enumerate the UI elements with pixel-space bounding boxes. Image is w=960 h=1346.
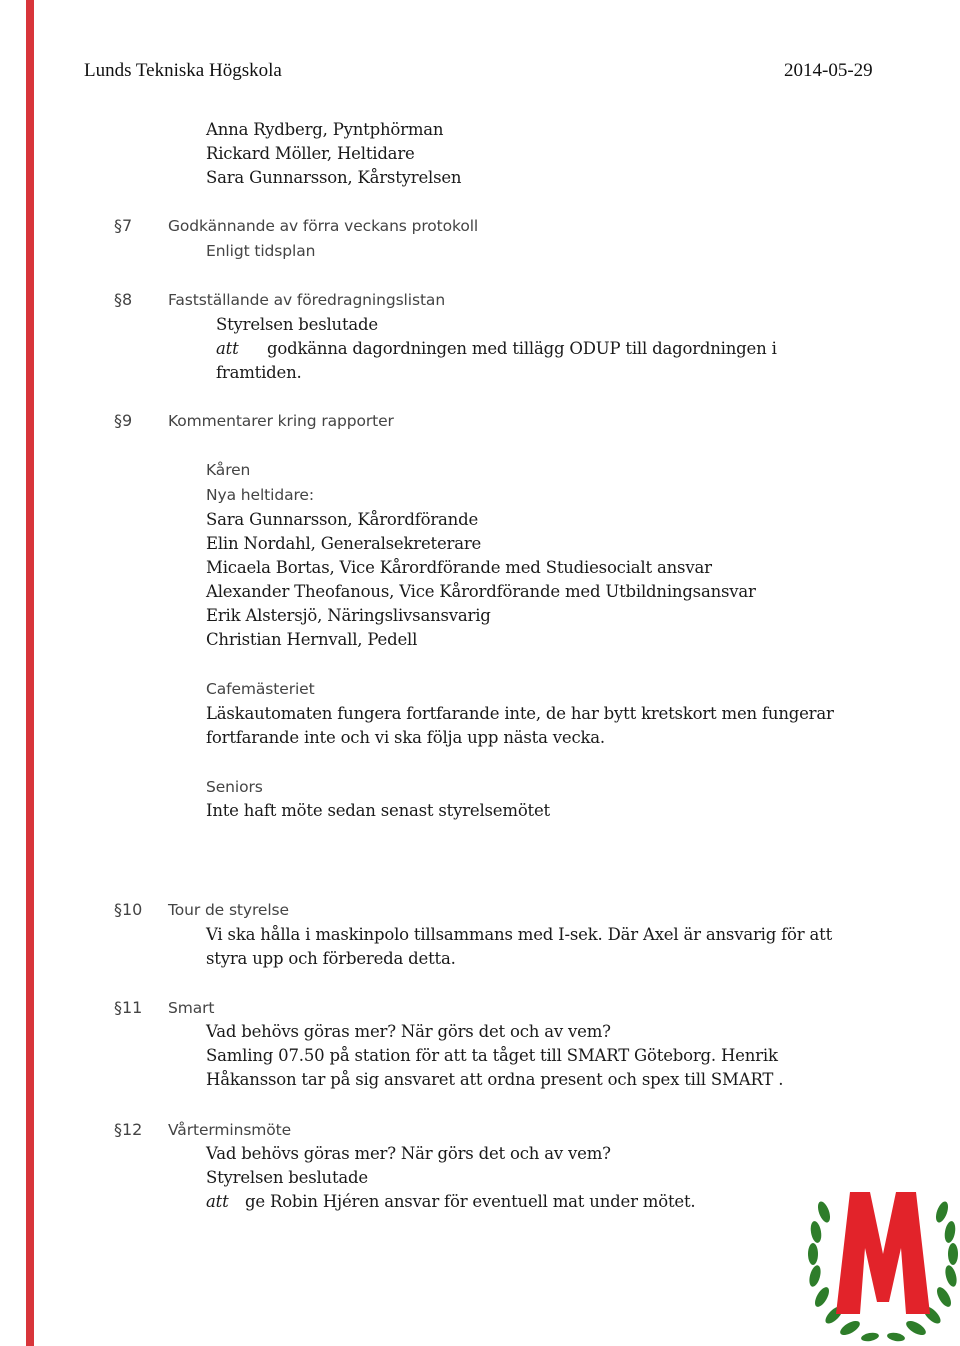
report-line: Läskautomaten fungera fortfarande inte, de har bytt kretskort men fungerar [206,704,834,723]
section-title: Tour de styrelse [168,901,289,919]
header-org: Lunds Tekniska Högskola [84,60,282,81]
attendee-line: Sara Gunnarsson, Kårstyrelsen [206,168,462,187]
m-wreath-logo-icon [806,1182,960,1346]
attendee-line: Anna Rydberg, Pyntphörman [206,120,444,139]
section-number: §7 [114,216,133,235]
decision-intro: Styrelsen beslutade [206,1168,368,1187]
report-line: Alexander Theofanous, Vice Kårordförande med Utbildningsansvar [206,582,756,601]
section-line: Vad behövs göras mer? När görs det och av vem? [206,1022,611,1041]
section-line: Vad behövs göras mer? När görs det och av vem? [206,1144,611,1163]
section-title: Godkännande av förra veckans protokoll [168,217,479,235]
report-heading: Cafemästeriet [206,680,315,698]
header-date: 2014-05-29 [784,60,873,81]
section-line: Håkansson tar på sig ansvaret att ordna present och spex till SMART . [206,1070,784,1089]
report-line: fortfarande inte och vi ska följa upp nästa vecka. [206,728,605,747]
report-line: Elin Nordahl, Generalsekreterare [206,534,482,553]
section-line: Samling 07.50 på station för att ta tåget till SMART Göteborg. Henrik [206,1046,778,1065]
decision-text: godkänna dagordningen med tillägg ODUP till dagordningen i [267,339,777,358]
section-title: Vårterminsmöte [168,1121,292,1139]
section-number: §12 [114,1120,143,1139]
section-number: §8 [114,290,133,309]
section-line: Vi ska hålla i maskinpolo tillsammans med I-sek. Där Axel är ansvarig för att [206,925,832,944]
report-heading: Seniors [206,778,263,796]
decision-text: framtiden. [216,363,302,382]
report-line: Erik Alstersjö, Näringslivsansvarig [206,606,491,625]
report-line: Inte haft möte sedan senast styrelsemötet [206,801,550,820]
left-margin-bar [26,0,34,1346]
report-line: Sara Gunnarsson, Kårordförande [206,510,479,529]
section-line: styra upp och förbereda detta. [206,949,456,968]
report-line: Christian Hernvall, Pedell [206,630,418,649]
section-number: §10 [114,900,143,919]
attendee-line: Rickard Möller, Heltidare [206,144,415,163]
decision-intro: Styrelsen beslutade [216,315,378,334]
section-title: Kommentarer kring rapporter [168,412,394,430]
section-number: §9 [114,411,133,430]
section-number: §11 [114,998,143,1017]
section-title: Smart [168,999,215,1017]
section-title: Fastställande av föredragningslistan [168,291,446,309]
report-heading: Kåren [206,461,251,479]
report-line: Micaela Bortas, Vice Kårordförande med Studiesocialt ansvar [206,558,712,577]
decision-att: att [216,339,239,358]
report-subheading: Nya heltidare: [206,486,314,504]
decision-att: att [206,1192,229,1211]
decision-text: ge Robin Hjéren ansvar för eventuell mat under mötet. [245,1192,696,1211]
section-text: Enligt tidsplan [206,242,316,260]
